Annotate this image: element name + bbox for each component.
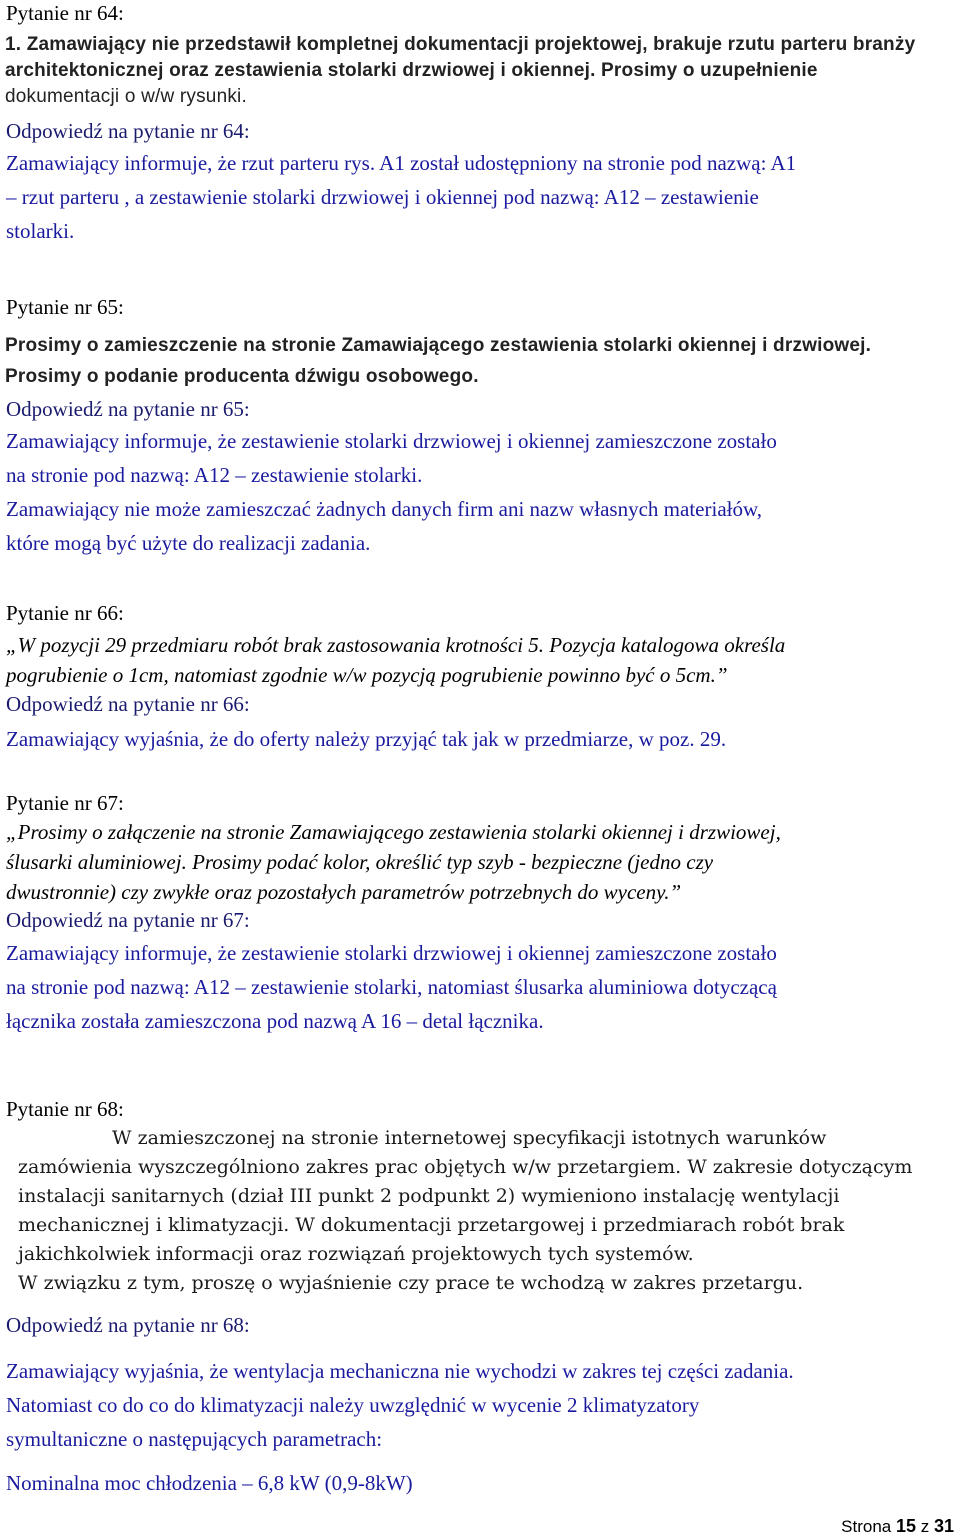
question-64-label: Pytanie nr 64: xyxy=(6,1,124,25)
question-68-scan xyxy=(18,1124,942,1298)
answer-66-label: Odpowiedź na pytanie nr 66: xyxy=(6,692,250,716)
answer-line: Zamawiający nie może zamieszczać żadnych danych firm ani nazw własnych materiałów, xyxy=(6,497,763,521)
answer-line: symultaniczne o następujących parametrach: xyxy=(6,1427,383,1451)
question-64-scan xyxy=(5,32,953,110)
answer-line: Zamawiający wyjaśnia, że do oferty należy przyjąć tak jak w przedmiarze, w poz. 29. xyxy=(6,727,727,751)
answer-line: Zamawiający informuje, że zestawienie stolarki drzwiowej i okiennej zamieszczone zostało xyxy=(6,941,777,965)
scan-line: 1. Zamawiający nie przedstawił kompletnej dokumentacji projektowej, brakuje rzutu parteru branży xyxy=(5,34,916,55)
question-65-label: Pytanie nr 65: xyxy=(6,295,124,319)
answer-65-text xyxy=(6,424,954,560)
question-66-text xyxy=(6,630,954,690)
answer-line: Natomiast co do co do klimatyzacji należy uwzględnić w wycenie 2 klimatyzatory xyxy=(6,1393,700,1417)
page-number xyxy=(841,1515,954,1538)
question-line: ślusarki aluminiowej. Prosimy podać kolor, określić typ szyb - bezpieczne (jedno czy xyxy=(6,850,714,874)
scan-line: zamówienia wyszczególniono zakres prac objętych w/w przetargiem. W zakresie dotyczącym xyxy=(18,1156,913,1178)
answer-line: na stronie pod nazwą: A12 – zestawienie stolarki. xyxy=(6,463,423,487)
scan-line: architektonicznej oraz zestawienia stolarki drzwiowej i okiennej. Prosimy o uzupełnienie xyxy=(5,60,818,81)
page-prefix: Strona xyxy=(841,1517,892,1536)
question-line: dwustronnie) czy zwykłe oraz pozostałych parametrów potrzebnych do wyceny.” xyxy=(6,880,682,904)
total-pages: 31 xyxy=(933,1516,954,1536)
answer-67-text xyxy=(6,936,954,1038)
answer-line: – rzut parteru , a zestawienie stolarki drzwiowej i okiennej pod nazwą: A12 – zestawienie xyxy=(6,185,759,209)
current-page: 15 xyxy=(895,1516,916,1536)
scan-line: dokumentacji o w/w rysunki. xyxy=(5,86,247,107)
answer-line: Zamawiający informuje, że rzut parteru rys. A1 został udostępniony na stronie pod nazwą: A1 xyxy=(6,151,797,175)
scan-line: instalacji sanitarnych (dział III punkt 2 podpunkt 2) wymieniono instalację wentylacji xyxy=(18,1185,840,1207)
question-67-text xyxy=(6,817,954,907)
question-67-label: Pytanie nr 67: xyxy=(6,791,124,815)
answer-64-text xyxy=(6,146,954,248)
question-68-label: Pytanie nr 68: xyxy=(6,1097,124,1121)
question-line: „W pozycji 29 przedmiaru robót brak zastosowania krotności 5. Pozycja katalogowa określa xyxy=(6,633,786,657)
scan-line: Prosimy o podanie producenta dźwigu osobowego. xyxy=(5,366,479,387)
answer-line: Zamawiający wyjaśnia, że wentylacja mechaniczna nie wychodzi w zakres tej części zadania. xyxy=(6,1359,794,1383)
scan-line: Prosimy o zamieszczenie na stronie Zamawiającego zestawienia stolarki okiennej i drzwiowej. xyxy=(5,335,872,356)
answer-line: które mogą być użyte do realizacji zadania. xyxy=(6,531,371,555)
page-sep: z xyxy=(920,1517,930,1536)
answer-64-label: Odpowiedź na pytanie nr 64: xyxy=(6,119,250,143)
question-line: „Prosimy o załączenie na stronie Zamawiającego zestawienia stolarki okiennej i drzwiowej, xyxy=(6,820,781,844)
scan-line: mechanicznej i klimatyzacji. W dokumentacji przetargowej i przedmiarach robót brak xyxy=(18,1214,845,1236)
scan-line: jakichkolwiek informacji oraz rozwiązań projektowych tych systemów. xyxy=(18,1243,694,1265)
question-65-scan xyxy=(5,330,953,392)
scan-line: W zamieszczonej na stronie internetowej specyfikacji istotnych warunków xyxy=(112,1127,827,1149)
answer-67-label: Odpowiedź na pytanie nr 67: xyxy=(6,908,250,932)
answer-68-label: Odpowiedź na pytanie nr 68: xyxy=(6,1313,250,1337)
answer-66-text xyxy=(6,722,954,756)
answer-line: stolarki. xyxy=(6,219,75,243)
answer-68-text xyxy=(6,1354,954,1456)
scan-line: W związku z tym, proszę o wyjaśnienie czy prace te wchodzą w zakres przetargu. xyxy=(18,1272,804,1294)
answer-line: łącznika została zamieszczona pod nazwą A 16 – detal łącznika. xyxy=(6,1009,544,1033)
cooling-power-line: Nominalna moc chłodzenia – 6,8 kW (0,9-8kW) xyxy=(6,1471,413,1495)
question-line: pogrubienie o 1cm, natomiast zgodnie w/w pozycją pogrubienie powinno być o 5cm.” xyxy=(6,663,728,687)
answer-line: na stronie pod nazwą: A12 – zestawienie stolarki, natomiast ślusarka aluminiowa dotyczącą xyxy=(6,975,777,999)
answer-65-label: Odpowiedź na pytanie nr 65: xyxy=(6,397,250,421)
question-66-label: Pytanie nr 66: xyxy=(6,601,124,625)
answer-line: Zamawiający informuje, że zestawienie stolarki drzwiowej i okiennej zamieszczone zostało xyxy=(6,429,777,453)
